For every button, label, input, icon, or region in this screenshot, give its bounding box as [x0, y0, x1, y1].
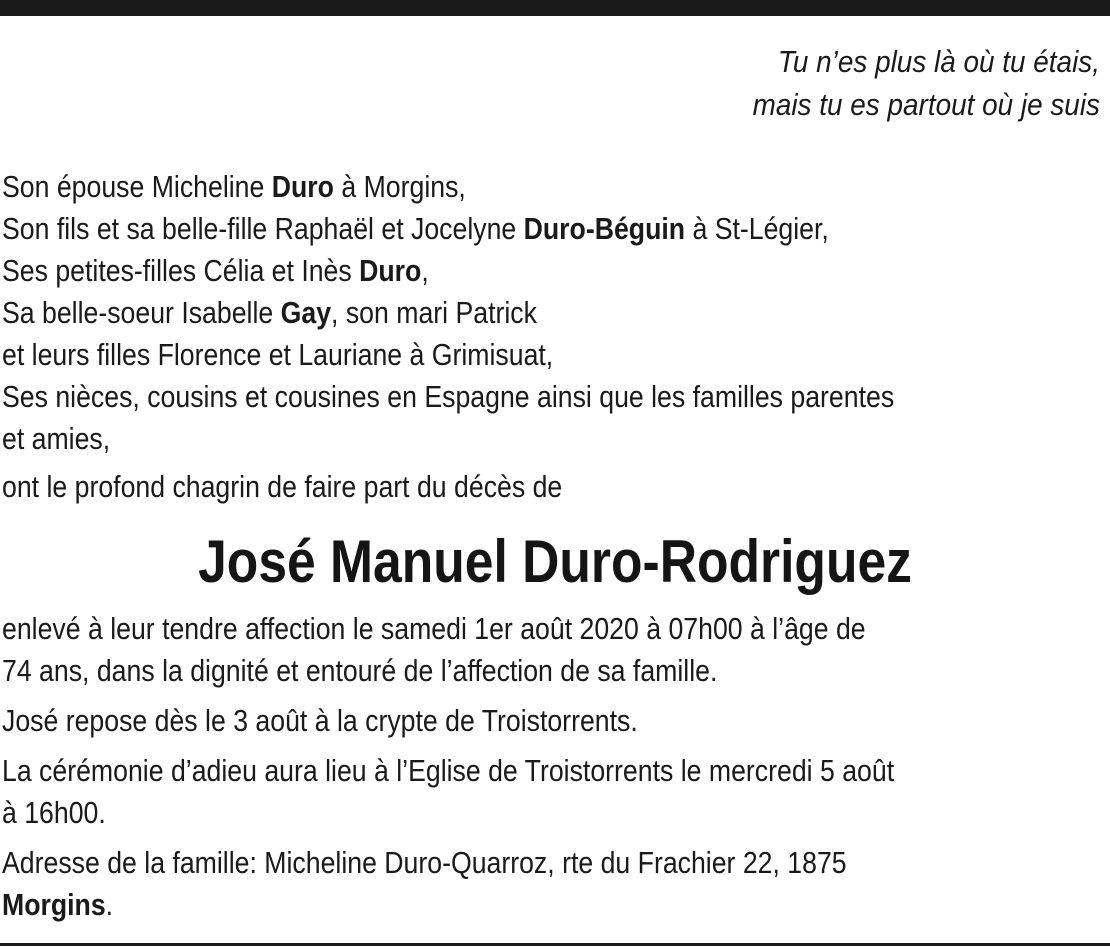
- bottom-rule: [0, 943, 1110, 946]
- family-line-relatives: Ses nièces, cousins et cousines en Espagne ainsi que les familles parentes: [2, 379, 895, 414]
- deceased-name-text: José Manuel Duro-Rodriguez: [198, 528, 912, 595]
- detail-ceremony-line-1: La cérémonie d’adieu aura lieu à l’Eglise de Troistorrents le mercredi 5 août: [2, 753, 895, 788]
- family-line-sister-in-law: [2, 292, 948, 334]
- text-segment: , son mari Patrick: [331, 295, 537, 330]
- text-segment: Ses petites-filles Célia et Inès: [2, 253, 360, 288]
- announcement-details: [2, 608, 1102, 926]
- detail-address-line-1: Adresse de la famille: Micheline Duro-Quarroz, rte du Frachier 22, 1875: [2, 845, 847, 880]
- address-town: Morgins: [2, 887, 106, 922]
- family-list: [2, 166, 1102, 460]
- announcement-intro: [2, 466, 1102, 508]
- text-segment: Son fils et sa belle-fille Raphaël et Jocelyne: [2, 211, 524, 246]
- detail-repose: José repose dès le 3 août à la crypte de Troistorrents.: [2, 703, 638, 738]
- paragraph-gap: [2, 834, 1102, 842]
- surname: Duro: [271, 169, 334, 204]
- text-segment: Son épouse Micheline: [2, 169, 272, 204]
- epigraph-line-2: mais tu es partout où je suis: [752, 87, 1100, 122]
- family-line-daughters: et leurs filles Florence et Lauriane à Grimisuat,: [2, 337, 554, 372]
- text-segment: à St-Légier,: [685, 211, 829, 246]
- top-border-bar: [0, 0, 1110, 16]
- family-line-spouse: [2, 166, 948, 208]
- text-segment: à Morgins,: [333, 169, 466, 204]
- surname: Duro-Béguin: [523, 211, 686, 246]
- family-line-friends: et amies,: [2, 421, 111, 456]
- epigraph-line-1: Tu n’es plus là où tu étais,: [777, 44, 1100, 79]
- surname: Duro: [359, 253, 422, 288]
- family-line-son: [2, 208, 948, 250]
- surname: Gay: [280, 295, 332, 330]
- detail-death-line-1: enlevé à leur tendre affection le samedi 1er août 2020 à 07h00 à l’âge de: [2, 611, 866, 646]
- text-segment: .: [105, 887, 114, 922]
- intro-text: ont le profond chagrin de faire part du décès de: [2, 469, 563, 504]
- paragraph-gap: [2, 692, 1102, 700]
- detail-ceremony-line-2: à 16h00.: [2, 795, 106, 830]
- text-segment: Sa belle-soeur Isabelle: [2, 295, 281, 330]
- family-line-granddaughters: [2, 250, 948, 292]
- epigraph: [753, 40, 1100, 126]
- text-segment: ,: [421, 253, 429, 288]
- detail-address-line-2: [2, 884, 948, 926]
- detail-death-line-2: 74 ans, dans la dignité et entouré de l’affection de sa famille.: [2, 653, 718, 688]
- deceased-name: [0, 522, 1110, 602]
- paragraph-gap: [2, 742, 1102, 750]
